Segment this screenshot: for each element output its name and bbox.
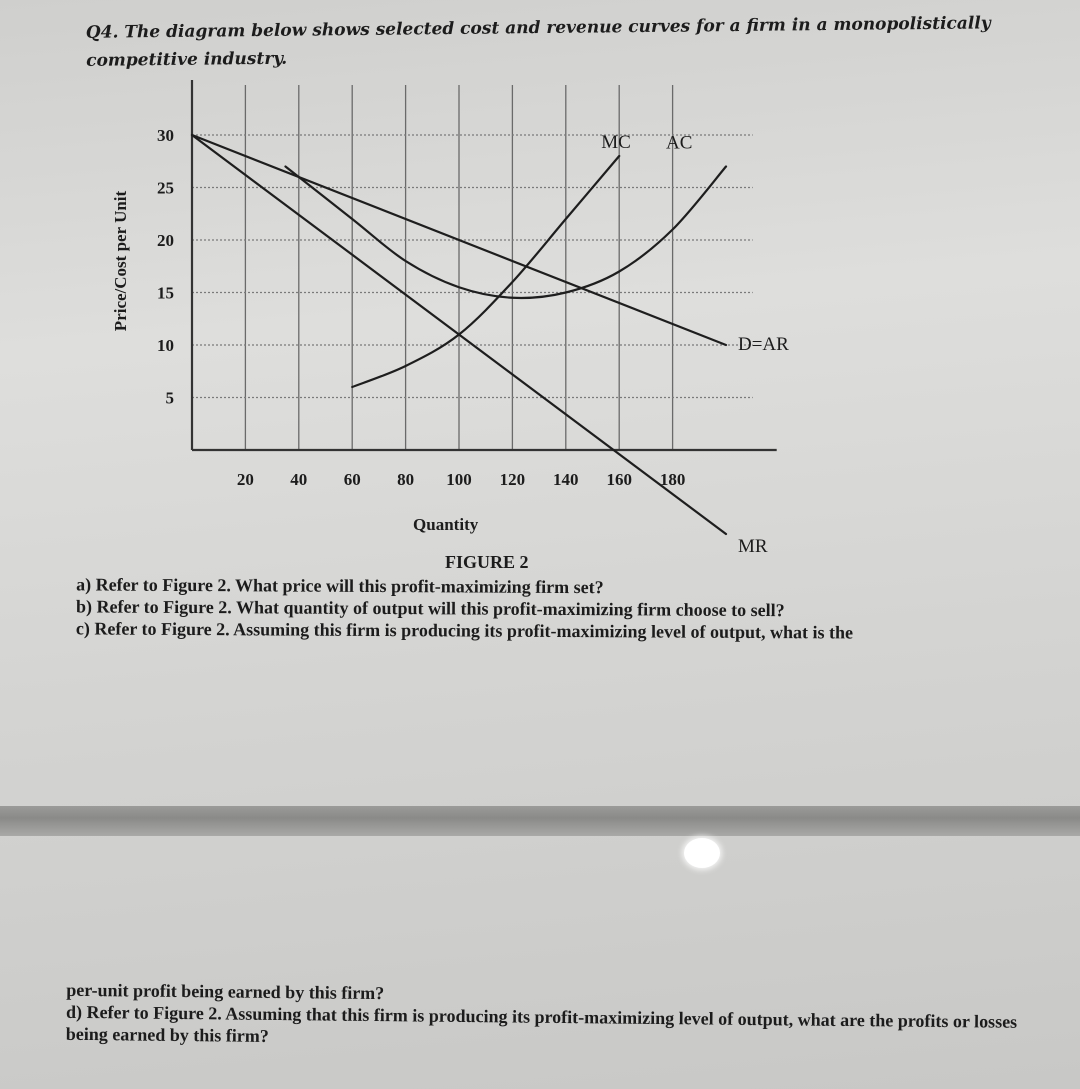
x-tick-140: 140: [553, 470, 579, 489]
question-intro: Q4. The diagram below shows selected cost and revenue curves for a firm in a monopolistically competitive industry.: [85, 13, 991, 71]
x-tick-120: 120: [499, 470, 526, 489]
x-tick-60: 60: [343, 470, 361, 489]
y-tick-15: 15: [157, 283, 174, 303]
x-tick-160: 160: [606, 470, 632, 489]
x-tick-180: 180: [659, 470, 686, 489]
y-tick-25: 25: [157, 178, 174, 198]
cost-revenue-chart: [0, 80, 1080, 600]
curve-label-d-ar: D=AR: [738, 334, 789, 355]
curve-label-mc: MC: [601, 132, 631, 153]
question-a: a) Refer to Figure 2. What price will this profit-maximizing firm set?: [76, 574, 604, 598]
y-tick-10: 10: [157, 336, 174, 355]
page-divider: [0, 806, 1080, 836]
y-axis-title: Price/Cost per Unit: [111, 190, 130, 332]
x-tick-40: 40: [290, 470, 308, 489]
figure-caption: FIGURE 2: [445, 552, 529, 572]
x-axis-title: Quantity: [413, 515, 479, 534]
question-d: d) Refer to Figure 2. Assuming that this firm is producing its profit-maximizing level of output, what are the profits or losses being earned by this firm?: [65, 1001, 1018, 1046]
y-tick-5: 5: [165, 388, 174, 408]
question-c-end: per-unit profit being earned by this firm?: [66, 979, 385, 1004]
question-b: b) Refer to Figure 2. What quantity of output will this profit-maximizing firm choose to sell?: [75, 596, 785, 621]
curve-ac: [285, 167, 726, 298]
curve-label-ac: AC: [666, 132, 693, 154]
curve-mc: [352, 156, 619, 387]
question-c: c) Refer to Figure 2. Assuming this firm is producing its profit-maximizing level of output, what is the: [75, 618, 854, 643]
x-tick-100: 100: [446, 470, 472, 489]
curve-label-mr: MR: [738, 536, 768, 557]
x-tick-80: 80: [397, 470, 415, 489]
x-tick-20: 20: [236, 470, 254, 489]
y-tick-30: 30: [157, 126, 174, 145]
light-glare: [684, 838, 720, 868]
question-continued: [66, 979, 1057, 1055]
y-tick-20: 20: [157, 231, 174, 250]
question-list: [76, 573, 1056, 644]
